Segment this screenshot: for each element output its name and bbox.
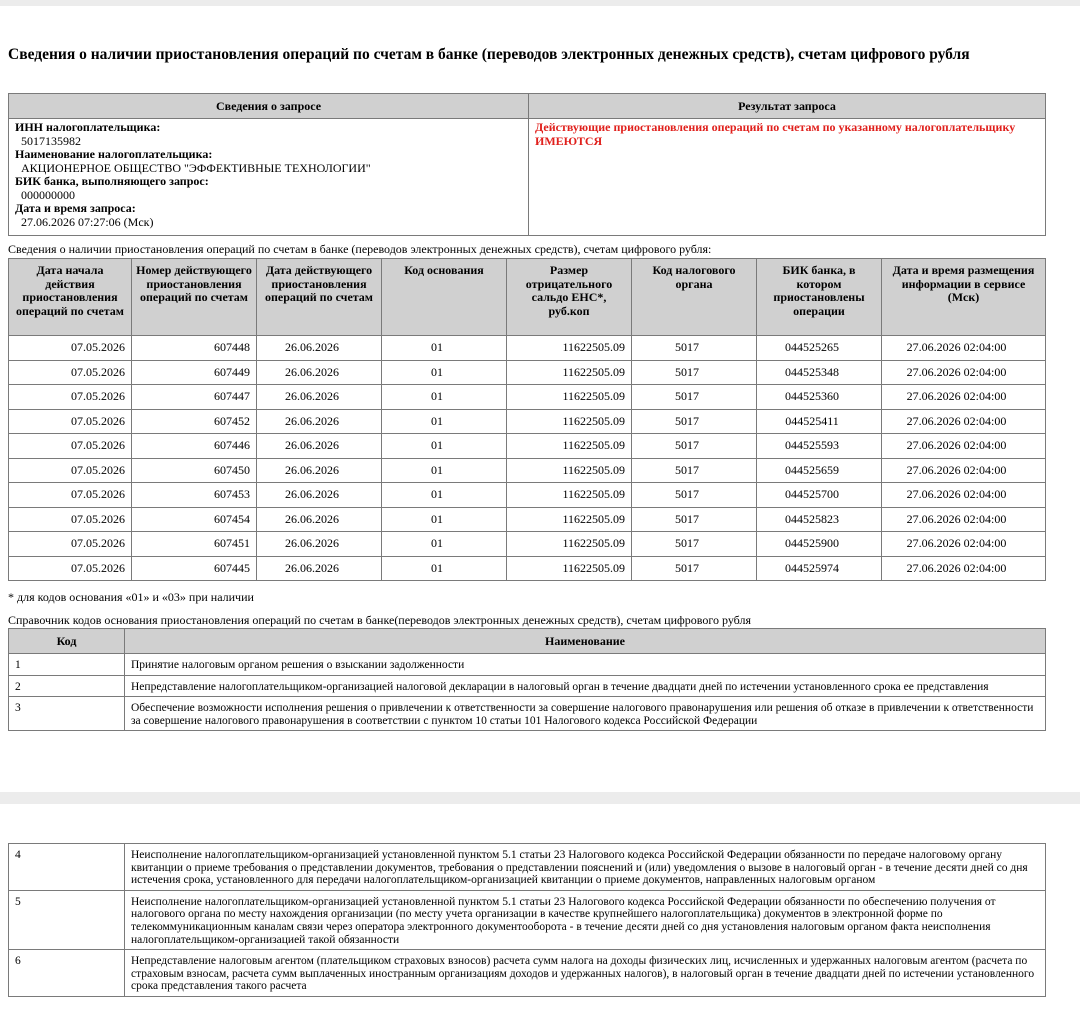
taxpayer-name-label: Наименование налогоплательщика:	[15, 147, 213, 161]
cell-negative-balance: 11622505.09	[507, 458, 632, 483]
cell-tax-authority-code: 5017	[632, 336, 757, 361]
bank-bik-value: 000000000	[21, 187, 75, 202]
cell-negative-balance: 11622505.09	[507, 532, 632, 557]
cell-suspension-date: 26.06.2026	[257, 360, 382, 385]
cell-suspension-number: 607454	[132, 507, 257, 532]
cell-reason-code: 01	[382, 458, 507, 483]
col-tax-authority-code: Код налогового органа	[632, 259, 757, 336]
cell-suspension-date: 26.06.2026	[257, 409, 382, 434]
table-row	[9, 434, 1046, 459]
request-header-left: Сведения о запросе	[9, 94, 529, 119]
request-table	[8, 93, 1046, 236]
col-suspension-number: Номер действующего приостановления операций по счетам	[132, 259, 257, 336]
cell-negative-balance: 11622505.09	[507, 360, 632, 385]
inn-value: 5017135982	[21, 133, 81, 148]
cell-reason-code: 01	[382, 385, 507, 410]
list-item	[9, 844, 1046, 891]
cell-start-date: 07.05.2026	[9, 360, 132, 385]
cell-tax-authority-code: 5017	[632, 458, 757, 483]
cell-posted-datetime: 27.06.2026 02:04:00	[882, 556, 1046, 581]
table-row	[9, 458, 1046, 483]
cell-negative-balance: 11622505.09	[507, 336, 632, 361]
table-row	[9, 336, 1046, 361]
cell-posted-datetime: 27.06.2026 02:04:00	[882, 360, 1046, 385]
cell-suspension-number: 607448	[132, 336, 257, 361]
cell-posted-datetime: 27.06.2026 02:04:00	[882, 458, 1046, 483]
cell-start-date: 07.05.2026	[9, 532, 132, 557]
col-bank-bik: БИК банка, в котором приостановлены операции	[757, 259, 882, 336]
code-value: 5	[9, 890, 125, 949]
code-description: Непредставление налогоплательщиком-организацией налоговой декларации в налоговый орган в течение двадцати дней по истечении установленного срока ее представления	[125, 675, 1046, 697]
cell-bank-bik: 044525700	[757, 483, 882, 508]
codes-caption: Справочник кодов основания приостановления операций по счетам в банке(переводов электронных денежных средств), счетам цифрового рубля	[8, 613, 751, 627]
cell-reason-code: 01	[382, 483, 507, 508]
cell-start-date: 07.05.2026	[9, 556, 132, 581]
col-start-date: Дата начала действия приостановления операций по счетам	[9, 259, 132, 336]
cell-suspension-number: 607449	[132, 360, 257, 385]
cell-start-date: 07.05.2026	[9, 507, 132, 532]
cell-suspension-date: 26.06.2026	[257, 458, 382, 483]
taxpayer-name-value: АКЦИОНЕРНОЕ ОБЩЕСТВО "ЭФФЕКТИВНЫЕ ТЕХНОЛОГИИ"	[21, 160, 371, 175]
cell-start-date: 07.05.2026	[9, 483, 132, 508]
cell-tax-authority-code: 5017	[632, 483, 757, 508]
cell-reason-code: 01	[382, 360, 507, 385]
bank-bik-label: БИК банка, выполняющего запрос:	[15, 174, 209, 188]
table-row	[9, 385, 1046, 410]
col-code: Код	[9, 629, 125, 654]
cell-bank-bik: 044525823	[757, 507, 882, 532]
cell-start-date: 07.05.2026	[9, 409, 132, 434]
request-info-cell	[9, 119, 529, 236]
cell-suspension-date: 26.06.2026	[257, 483, 382, 508]
cell-suspension-number: 607445	[132, 556, 257, 581]
code-value: 2	[9, 675, 125, 697]
cell-tax-authority-code: 5017	[632, 556, 757, 581]
cell-bank-bik: 044525974	[757, 556, 882, 581]
table-row	[9, 507, 1046, 532]
request-result-text: Действующие приостановления операций по счетам по указанному налогоплательщику ИМЕЮТСЯ	[535, 120, 1016, 148]
cell-posted-datetime: 27.06.2026 02:04:00	[882, 434, 1046, 459]
cell-negative-balance: 11622505.09	[507, 507, 632, 532]
cell-negative-balance: 11622505.09	[507, 409, 632, 434]
code-description: Непредставление налоговым агентом (плательщиком страховых взносов) расчета сумм налога на доходы физических лиц, исчисленных и удержанных налоговым агентом (расчета по страховым взносам, расчета сумм выплаченных иностранным организациям доходов и удержанных налогов), в налоговый орган в течение двадцати дней по истечении установленного срока представления такого расчета	[125, 950, 1046, 997]
col-suspension-date: Дата действующего приостановления операций по счетам	[257, 259, 382, 336]
cell-suspension-date: 26.06.2026	[257, 507, 382, 532]
cell-start-date: 07.05.2026	[9, 434, 132, 459]
cell-tax-authority-code: 5017	[632, 360, 757, 385]
cell-tax-authority-code: 5017	[632, 532, 757, 557]
request-datetime-label: Дата и время запроса:	[15, 201, 136, 215]
cell-posted-datetime: 27.06.2026 02:04:00	[882, 532, 1046, 557]
ops-caption: Сведения о наличии приостановления операций по счетам в банке (переводов электронных денежных средств), счетам цифрового рубля:	[8, 242, 712, 256]
cell-bank-bik: 044525659	[757, 458, 882, 483]
code-description: Принятие налоговым органом решения о взыскании задолженности	[125, 654, 1046, 676]
suspensions-table	[8, 258, 1046, 581]
cell-negative-balance: 11622505.09	[507, 483, 632, 508]
document-title: Сведения о наличии приостановления операций по счетам в банке (переводов электронных денежных средств), счетам цифрового рубля	[8, 46, 970, 63]
cell-reason-code: 01	[382, 507, 507, 532]
cell-bank-bik: 044525265	[757, 336, 882, 361]
codes-table-continued	[8, 843, 1046, 997]
cell-posted-datetime: 27.06.2026 02:04:00	[882, 507, 1046, 532]
cell-reason-code: 01	[382, 532, 507, 557]
list-item	[9, 890, 1046, 949]
code-value: 4	[9, 844, 125, 891]
code-description: Неисполнение налогоплательщиком-организацией установленной пунктом 5.1 статьи 23 Налогового кодекса Российской Федерации обязанности по передаче налоговому органу квитанции о приеме требования о представлении документов, требования о представлении пояснений и (или) уведомления о вызове в налоговый орган - в течение десяти дней со дня истечения срока, установленного для передачи налогоплательщиком-организацией квитанции о приеме документов, направленных налоговым органом	[125, 844, 1046, 891]
cell-suspension-number: 607451	[132, 532, 257, 557]
list-item	[9, 697, 1046, 731]
cell-suspension-date: 26.06.2026	[257, 385, 382, 410]
cell-posted-datetime: 27.06.2026 02:04:00	[882, 409, 1046, 434]
cell-bank-bik: 044525348	[757, 360, 882, 385]
list-item	[9, 950, 1046, 997]
cell-tax-authority-code: 5017	[632, 507, 757, 532]
request-result-cell	[529, 119, 1046, 236]
col-reason-code: Код основания	[382, 259, 507, 336]
cell-suspension-number: 607447	[132, 385, 257, 410]
cell-posted-datetime: 27.06.2026 02:04:00	[882, 483, 1046, 508]
footnote: * для кодов основания «01» и «03» при наличии	[8, 590, 254, 604]
cell-suspension-date: 26.06.2026	[257, 556, 382, 581]
cell-suspension-number: 607446	[132, 434, 257, 459]
cell-tax-authority-code: 5017	[632, 434, 757, 459]
list-item	[9, 654, 1046, 676]
cell-bank-bik: 044525360	[757, 385, 882, 410]
cell-negative-balance: 11622505.09	[507, 556, 632, 581]
inn-label: ИНН налогоплательщика:	[15, 120, 161, 134]
table-row	[9, 556, 1046, 581]
code-description: Неисполнение налогоплательщиком-организацией установленной пунктом 5.1 статьи 23 Налогового кодекса Российской Федерации обязанности по обеспечению получения от налогового органа по месту нахождения организации (по месту учета организации в качестве крупнейшего налогоплательщика) документов в электронной форме по телекоммуникационным каналам связи через оператора электронного документооборота - в течение десяти дней со дня установления налоговым органом факта неисполнения налогоплательщиком-организацией такой обязанности	[125, 890, 1046, 949]
cell-negative-balance: 11622505.09	[507, 385, 632, 410]
cell-negative-balance: 11622505.09	[507, 434, 632, 459]
page-top-band	[0, 0, 1080, 6]
cell-suspension-number: 607453	[132, 483, 257, 508]
table-row	[9, 532, 1046, 557]
cell-tax-authority-code: 5017	[632, 385, 757, 410]
list-item	[9, 675, 1046, 697]
cell-suspension-date: 26.06.2026	[257, 336, 382, 361]
codes-table	[8, 628, 1046, 731]
cell-posted-datetime: 27.06.2026 02:04:00	[882, 385, 1046, 410]
table-row	[9, 409, 1046, 434]
page-break-band	[0, 792, 1080, 804]
code-value: 6	[9, 950, 125, 997]
cell-suspension-date: 26.06.2026	[257, 434, 382, 459]
col-name: Наименование	[125, 629, 1046, 654]
code-value: 3	[9, 697, 125, 731]
cell-bank-bik: 044525900	[757, 532, 882, 557]
cell-bank-bik: 044525593	[757, 434, 882, 459]
cell-start-date: 07.05.2026	[9, 336, 132, 361]
cell-suspension-number: 607452	[132, 409, 257, 434]
cell-suspension-number: 607450	[132, 458, 257, 483]
cell-reason-code: 01	[382, 434, 507, 459]
cell-start-date: 07.05.2026	[9, 385, 132, 410]
cell-suspension-date: 26.06.2026	[257, 532, 382, 557]
table-row	[9, 360, 1046, 385]
cell-reason-code: 01	[382, 336, 507, 361]
cell-posted-datetime: 27.06.2026 02:04:00	[882, 336, 1046, 361]
cell-tax-authority-code: 5017	[632, 409, 757, 434]
cell-start-date: 07.05.2026	[9, 458, 132, 483]
col-posted-datetime: Дата и время размещения информации в сервисе (Мск)	[882, 259, 1046, 336]
request-header-right: Результат запроса	[529, 94, 1046, 119]
code-value: 1	[9, 654, 125, 676]
code-description: Обеспечение возможности исполнения решения о привлечении к ответственности за совершение налогового правонарушения или решения об отказе в привлечении к ответственности за совершение налогового правонарушения в соответствии с пунктом 10 статьи 101 Налогового кодекса Российской Федерации	[125, 697, 1046, 731]
cell-reason-code: 01	[382, 409, 507, 434]
col-negative-balance: Размер отрицательного сальдо ЕНС*, руб.коп	[507, 259, 632, 336]
table-row	[9, 483, 1046, 508]
cell-reason-code: 01	[382, 556, 507, 581]
request-datetime-value: 27.06.2026 07:27:06 (Мск)	[21, 214, 154, 229]
cell-bank-bik: 044525411	[757, 409, 882, 434]
